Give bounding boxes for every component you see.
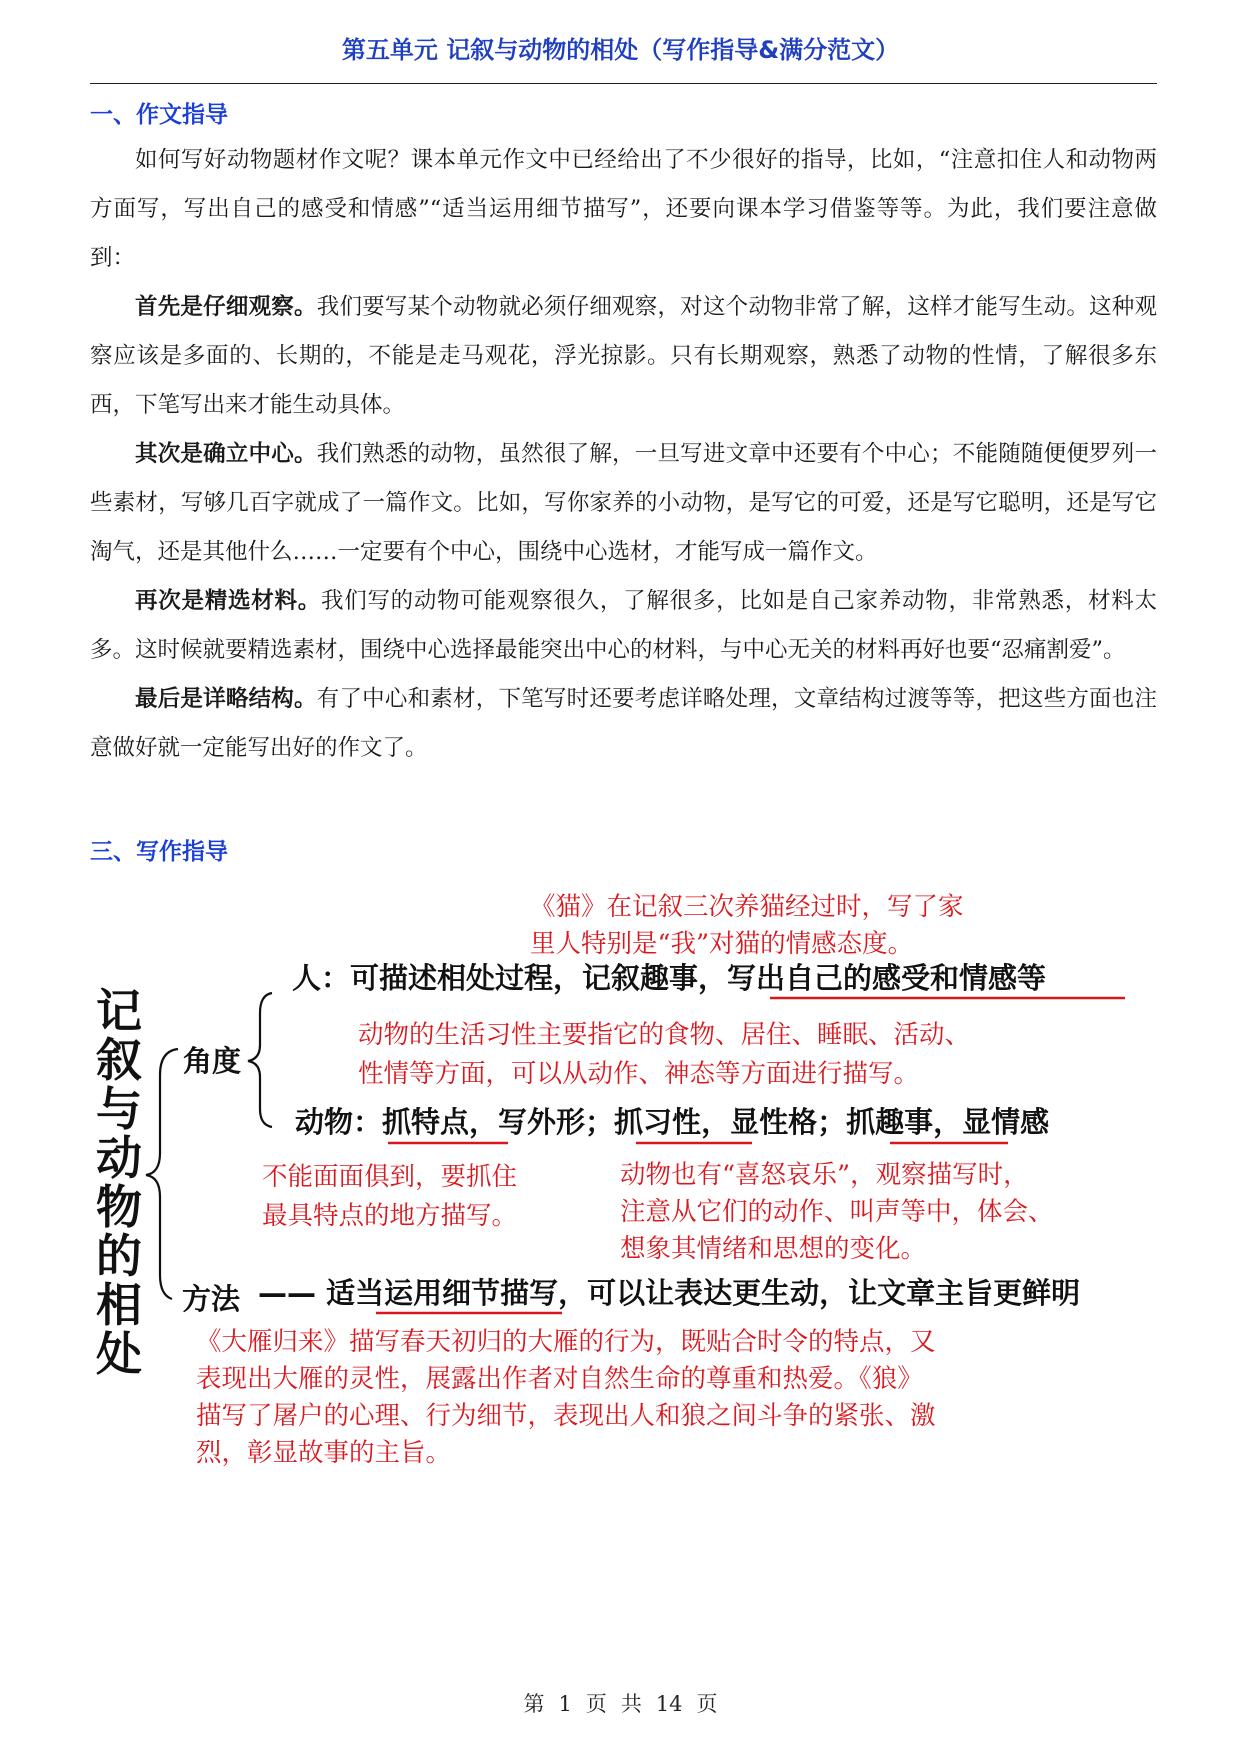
- svg-text:动物也有“喜怒哀乐”，观察描写时，: [620, 1160, 1029, 1190]
- vertical-title-char: 处: [96, 1327, 142, 1381]
- vertical-title-char: 的: [96, 1229, 142, 1283]
- people-emphasis: 写出自己的感受和情感等: [727, 961, 1047, 995]
- svg-text:《大雁归来》描写春天初归的大雁的行为，既贴合时令的特点，又: [196, 1327, 936, 1357]
- svg-text:性情等方面，可以从动作、神态等方面进行描写。: [358, 1059, 919, 1089]
- animal-part: ，写外形；: [469, 1105, 615, 1139]
- section-title-writing-guide-3: 三、写作指导: [90, 839, 228, 865]
- mind-map-svg: [0, 875, 1241, 1495]
- svg-text:烈，彰显故事的主旨。: [196, 1438, 451, 1468]
- angle-brace: [248, 993, 272, 1127]
- vertical-title-char: 物: [96, 1180, 142, 1234]
- note-details-line: 烈，彰显故事的主旨。: [196, 1438, 452, 1468]
- svg-text:想象其情绪和思想的变化。: [620, 1234, 926, 1264]
- method-emphasis: 运用细节描写: [384, 1276, 559, 1310]
- vertical-title-char: 记: [96, 984, 142, 1038]
- vertical-title-char: 相: [96, 1278, 142, 1332]
- footer-total-pages: 14: [655, 1692, 683, 1716]
- svg-text:动物的生活习性主要指它的食物、居住、睡眠、活动、: [358, 1020, 970, 1050]
- note-cat-line: 里人特别是“我”对猫的情感态度。: [530, 929, 914, 959]
- svg-text:注意从它们的动作、叫声等中，体会、: [620, 1197, 1054, 1227]
- animal-part: ，显性格；: [701, 1105, 847, 1139]
- note-details-line: 表现出大雁的灵性，展露出作者对自然生命的尊重和热爱。《狼》: [196, 1364, 923, 1394]
- vertical-title-char: 动: [96, 1131, 142, 1185]
- note-features-line: 最具特点的地方描写。: [262, 1201, 518, 1231]
- svg-text:《猫》在记叙三次养猫经过时，写了家: [530, 892, 964, 922]
- point-structure-paragraph: [90, 675, 1157, 773]
- animal-part: 抓趣事: [846, 1105, 934, 1139]
- point-material-paragraph: [90, 577, 1157, 675]
- footer-part: 页: [696, 1692, 718, 1716]
- page-footer: [0, 1688, 1241, 1718]
- svg-text:最具特点的地方描写。: [262, 1201, 517, 1231]
- svg-text:里人特别是“我”对猫的情感态度。: [530, 929, 913, 959]
- document-header-title: 第五单元 记叙与动物的相处（写作指导&满分范文）: [341, 36, 900, 64]
- angle-label: 角度: [183, 1044, 242, 1078]
- svg-text:不能面面俱到，要抓住: [262, 1162, 517, 1192]
- note-habits-line: 动物的生活习性主要指它的食物、居住、睡眠、活动、: [358, 1020, 971, 1050]
- footer-current-page: 1: [558, 1692, 572, 1716]
- people-prefix: 人：可描述相处过程，记叙趣事，: [292, 961, 728, 995]
- point-center-paragraph: [90, 430, 1157, 577]
- note-details-line: 描写了屠户的心理、行为细节，表现出人和狼之间斗争的紧张、激: [196, 1401, 936, 1431]
- vertical-title-char: 叙: [96, 1033, 142, 1087]
- people-text: [292, 961, 1046, 995]
- intro-paragraph: 如何写好动物题材作文呢？课本单元作文中已经给出了不少很好的指导，比如，“注意扣住人和动物两方面写，写出自己的感受和情感”“适当运用细节描写”，还要向课本学习借鉴等等。为此，我们要注意做到：: [90, 147, 1157, 271]
- animal-part: 抓特点: [382, 1105, 470, 1139]
- note-emotions-line: 想象其情绪和思想的变化。: [620, 1234, 927, 1264]
- point-observe-paragraph: [90, 283, 1157, 430]
- method-text: [258, 1276, 1080, 1310]
- mind-map-diagram: [0, 875, 1241, 1495]
- vertical-title-char: 与: [96, 1082, 142, 1136]
- point-text: 有了中心和素材，下笔写时还要考虑详略处理，文章结构过渡等等，把这些方面也注意做好就一定能写出好的作文了。: [90, 686, 1157, 761]
- footer-part: 共: [620, 1692, 642, 1716]
- point-lead: 再次是精选材料。: [135, 588, 321, 614]
- point-text: 我们要写某个动物就必须仔细观察，对这个动物非常了解，这样才能写生动。这种观察应该是多面的、长期的，不能是走马观花，浮光掠影。只有长期观察，熟悉了动物的性情，了解很多东西，下笔写出来才能生动具体。: [90, 294, 1157, 418]
- point-lead: 首先是仔细观察。: [135, 294, 317, 320]
- svg-text:描写了屠户的心理、行为细节，表现出人和狼之间斗争的紧张、激: [196, 1401, 936, 1431]
- guidance-body: [90, 136, 1157, 773]
- footer-part: 页: [585, 1692, 607, 1716]
- animal-part: 抓习性: [614, 1105, 702, 1139]
- point-text: 我们写的动物可能观察很久，了解很多，比如是自己家养动物，非常熟悉，材料太多。这时候就要精选素材，围绕中心选择最能突出中心的材料，与中心无关的材料再好也要“忍痛割爱”。: [90, 588, 1157, 663]
- note-emotions-line: 注意从它们的动作、叫声等中，体会、: [620, 1197, 1054, 1227]
- footer-part: 第: [523, 1692, 545, 1716]
- animal-text: [295, 1105, 1049, 1139]
- method-prefix: —— 适当: [258, 1276, 385, 1310]
- note-cat-line: 《猫》在记叙三次养猫经过时，写了家: [530, 892, 964, 922]
- animal-part: ，显情感: [933, 1105, 1050, 1139]
- point-lead: 最后是详略结构。: [135, 686, 317, 712]
- animal-prefix: 动物：: [295, 1105, 383, 1139]
- section-title-writing-guidance: 一、作文指导: [90, 102, 228, 128]
- note-emotions-line: 动物也有“喜怒哀乐”，观察描写时，: [620, 1160, 1029, 1190]
- header-divider: [90, 83, 1157, 84]
- method-label: 方法: [182, 1282, 241, 1316]
- note-features-line: 不能面面俱到，要抓住: [262, 1162, 518, 1192]
- point-text: 我们熟悉的动物，虽然很了解，一旦写进文章中还要有个中心；不能随随便便罗列一些素材，写够几百字就成了一篇作文。比如，写你家养的小动物，是写它的可爱，还是写它聪明，还是写它淘气，还是其他什么……一定要有个中心，围绕中心选材，才能写成一篇作文。: [90, 441, 1157, 565]
- note-habits-line: 性情等方面，可以从动作、神态等方面进行描写。: [358, 1059, 920, 1089]
- note-details-line: 《大雁归来》描写春天初归的大雁的行为，既贴合时令的特点，又: [196, 1327, 936, 1357]
- point-lead: 其次是确立中心。: [135, 441, 317, 467]
- svg-text:表现出大雁的灵性，展露出作者对自然生命的尊重和热爱。《狼》: [196, 1364, 923, 1394]
- method-suffix: ，可以让表达更生动，让文章主旨更鲜明: [558, 1276, 1081, 1310]
- main-brace: [146, 1049, 178, 1299]
